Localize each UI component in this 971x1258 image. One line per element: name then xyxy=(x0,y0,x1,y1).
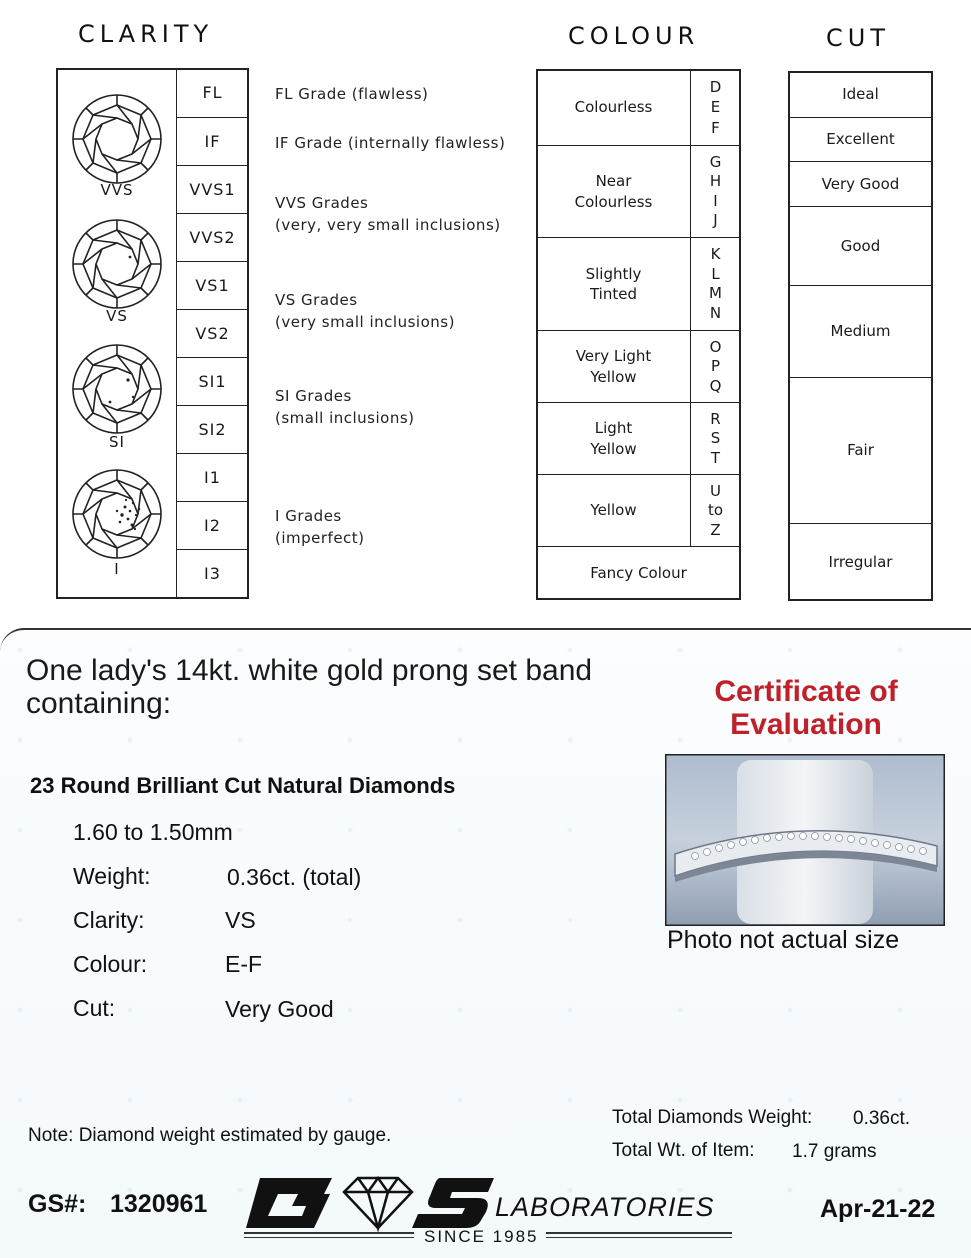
colour-letters-ghij: G H I J xyxy=(690,145,741,238)
cut-value: Very Good xyxy=(225,996,334,1022)
since-rule-right xyxy=(546,1232,732,1238)
colour-letters-rst: R S T xyxy=(690,402,741,475)
clarity-grade-i2: I2 xyxy=(176,501,249,550)
cut-very-good: Very Good xyxy=(788,161,933,207)
clarity-grade-si1: SI1 xyxy=(176,357,249,406)
cut-label: Cut: xyxy=(73,995,116,1021)
cut-good: Good xyxy=(788,206,933,286)
cut-irregular: Irregular xyxy=(788,523,933,601)
clarity-label: Clarity: xyxy=(73,907,145,933)
diamond-vs-icon xyxy=(70,217,164,311)
ring-photo xyxy=(665,754,945,926)
clarity-grade-vs1: VS1 xyxy=(176,261,249,310)
since-text: SINCE 1985 xyxy=(424,1227,539,1246)
colour-title: COLOUR xyxy=(568,22,700,50)
clarity-desc-i: I Grades (imperfect) xyxy=(275,507,365,547)
colour-letters-klmn: K L M N xyxy=(690,237,741,331)
clarity-grade-si2: SI2 xyxy=(176,405,249,454)
gs-label: GS#: xyxy=(28,1190,87,1218)
colour-letters-def: D E F xyxy=(690,69,741,146)
cut-fair: Fair xyxy=(788,377,933,524)
colour-name-near-colourless: Near Colourless xyxy=(536,145,691,238)
cut-title: CUT xyxy=(826,24,890,52)
clarity-grade-vs2: VS2 xyxy=(176,309,249,358)
stone-size: 1.60 to 1.50mm xyxy=(73,819,233,845)
colour-name-slightly-tinted: Slightly Tinted xyxy=(536,237,691,331)
clarity-grade-i3: I3 xyxy=(176,549,249,599)
cut-medium: Medium xyxy=(788,285,933,378)
clarity-desc-if: IF Grade (internally flawless) xyxy=(275,134,506,152)
clarity-grade-vvs1: VVS1 xyxy=(176,165,249,214)
total-diamonds-label: Total Diamonds Weight: xyxy=(612,1107,813,1128)
gs-number: 1320961 xyxy=(110,1190,208,1218)
clarity-grade-vvs2: VVS2 xyxy=(176,213,249,262)
colour-name-yellow: Yellow xyxy=(536,474,691,547)
clarity-desc-vvs: VVS Grades (very, very small inclusions) xyxy=(275,194,501,234)
diamond-vvs-icon xyxy=(70,92,164,186)
diamond-label-si: SI xyxy=(109,433,125,451)
stones-description: 23 Round Brilliant Cut Natural Diamonds xyxy=(30,773,456,798)
photo-caption: Photo not actual size xyxy=(667,926,900,954)
diamond-label-vvs: VVS xyxy=(100,181,134,199)
clarity-desc-fl: FL Grade (flawless) xyxy=(275,85,429,103)
colour-name-light-yellow: Light Yellow xyxy=(536,402,691,475)
total-diamonds-value: 0.36ct. xyxy=(853,1108,911,1129)
since-rule-left xyxy=(244,1232,414,1238)
clarity-desc-si: SI Grades (small inclusions) xyxy=(275,387,415,427)
clarity-grade-if: IF xyxy=(176,117,249,166)
clarity-grade-i1: I1 xyxy=(176,453,249,502)
laboratories-text: LABORATORIES xyxy=(495,1192,715,1222)
colour-letters-uz: U to Z xyxy=(690,474,741,547)
clarity-desc-vs: VS Grades (very small inclusions) xyxy=(275,291,455,331)
clarity-value: VS xyxy=(225,907,256,933)
colour-label: Colour: xyxy=(73,951,148,977)
total-item-value: 1.7 grams xyxy=(792,1141,877,1162)
weight-label: Weight: xyxy=(73,863,151,889)
diamond-i-icon xyxy=(70,467,164,561)
item-description: One lady's 14kt. white gold prong set band containing: xyxy=(26,654,593,720)
colour-name-very-light-yellow: Very Light Yellow xyxy=(536,330,691,403)
colour-fancy: Fancy Colour xyxy=(536,546,741,600)
gauge-note: Note: Diamond weight estimated by gauge. xyxy=(28,1125,392,1146)
colour-name-colourless: Colourless xyxy=(536,69,691,146)
total-item-label: Total Wt. of Item: xyxy=(612,1140,755,1161)
diamond-si-icon xyxy=(70,342,164,436)
cut-ideal: Ideal xyxy=(788,71,933,118)
certificate-title: Certificate of Evaluation xyxy=(714,675,898,741)
weight-value: 0.36ct. (total) xyxy=(227,864,362,890)
diamond-label-i: I xyxy=(114,560,120,578)
colour-letters-opq: O P Q xyxy=(690,330,741,403)
colour-value: E-F xyxy=(225,951,263,977)
cut-excellent: Excellent xyxy=(788,117,933,162)
certificate-date: Apr-21-22 xyxy=(820,1195,936,1223)
clarity-grade-fl: FL xyxy=(176,68,249,118)
diamond-label-vs: VS xyxy=(106,307,128,325)
clarity-title: CLARITY xyxy=(78,20,214,48)
